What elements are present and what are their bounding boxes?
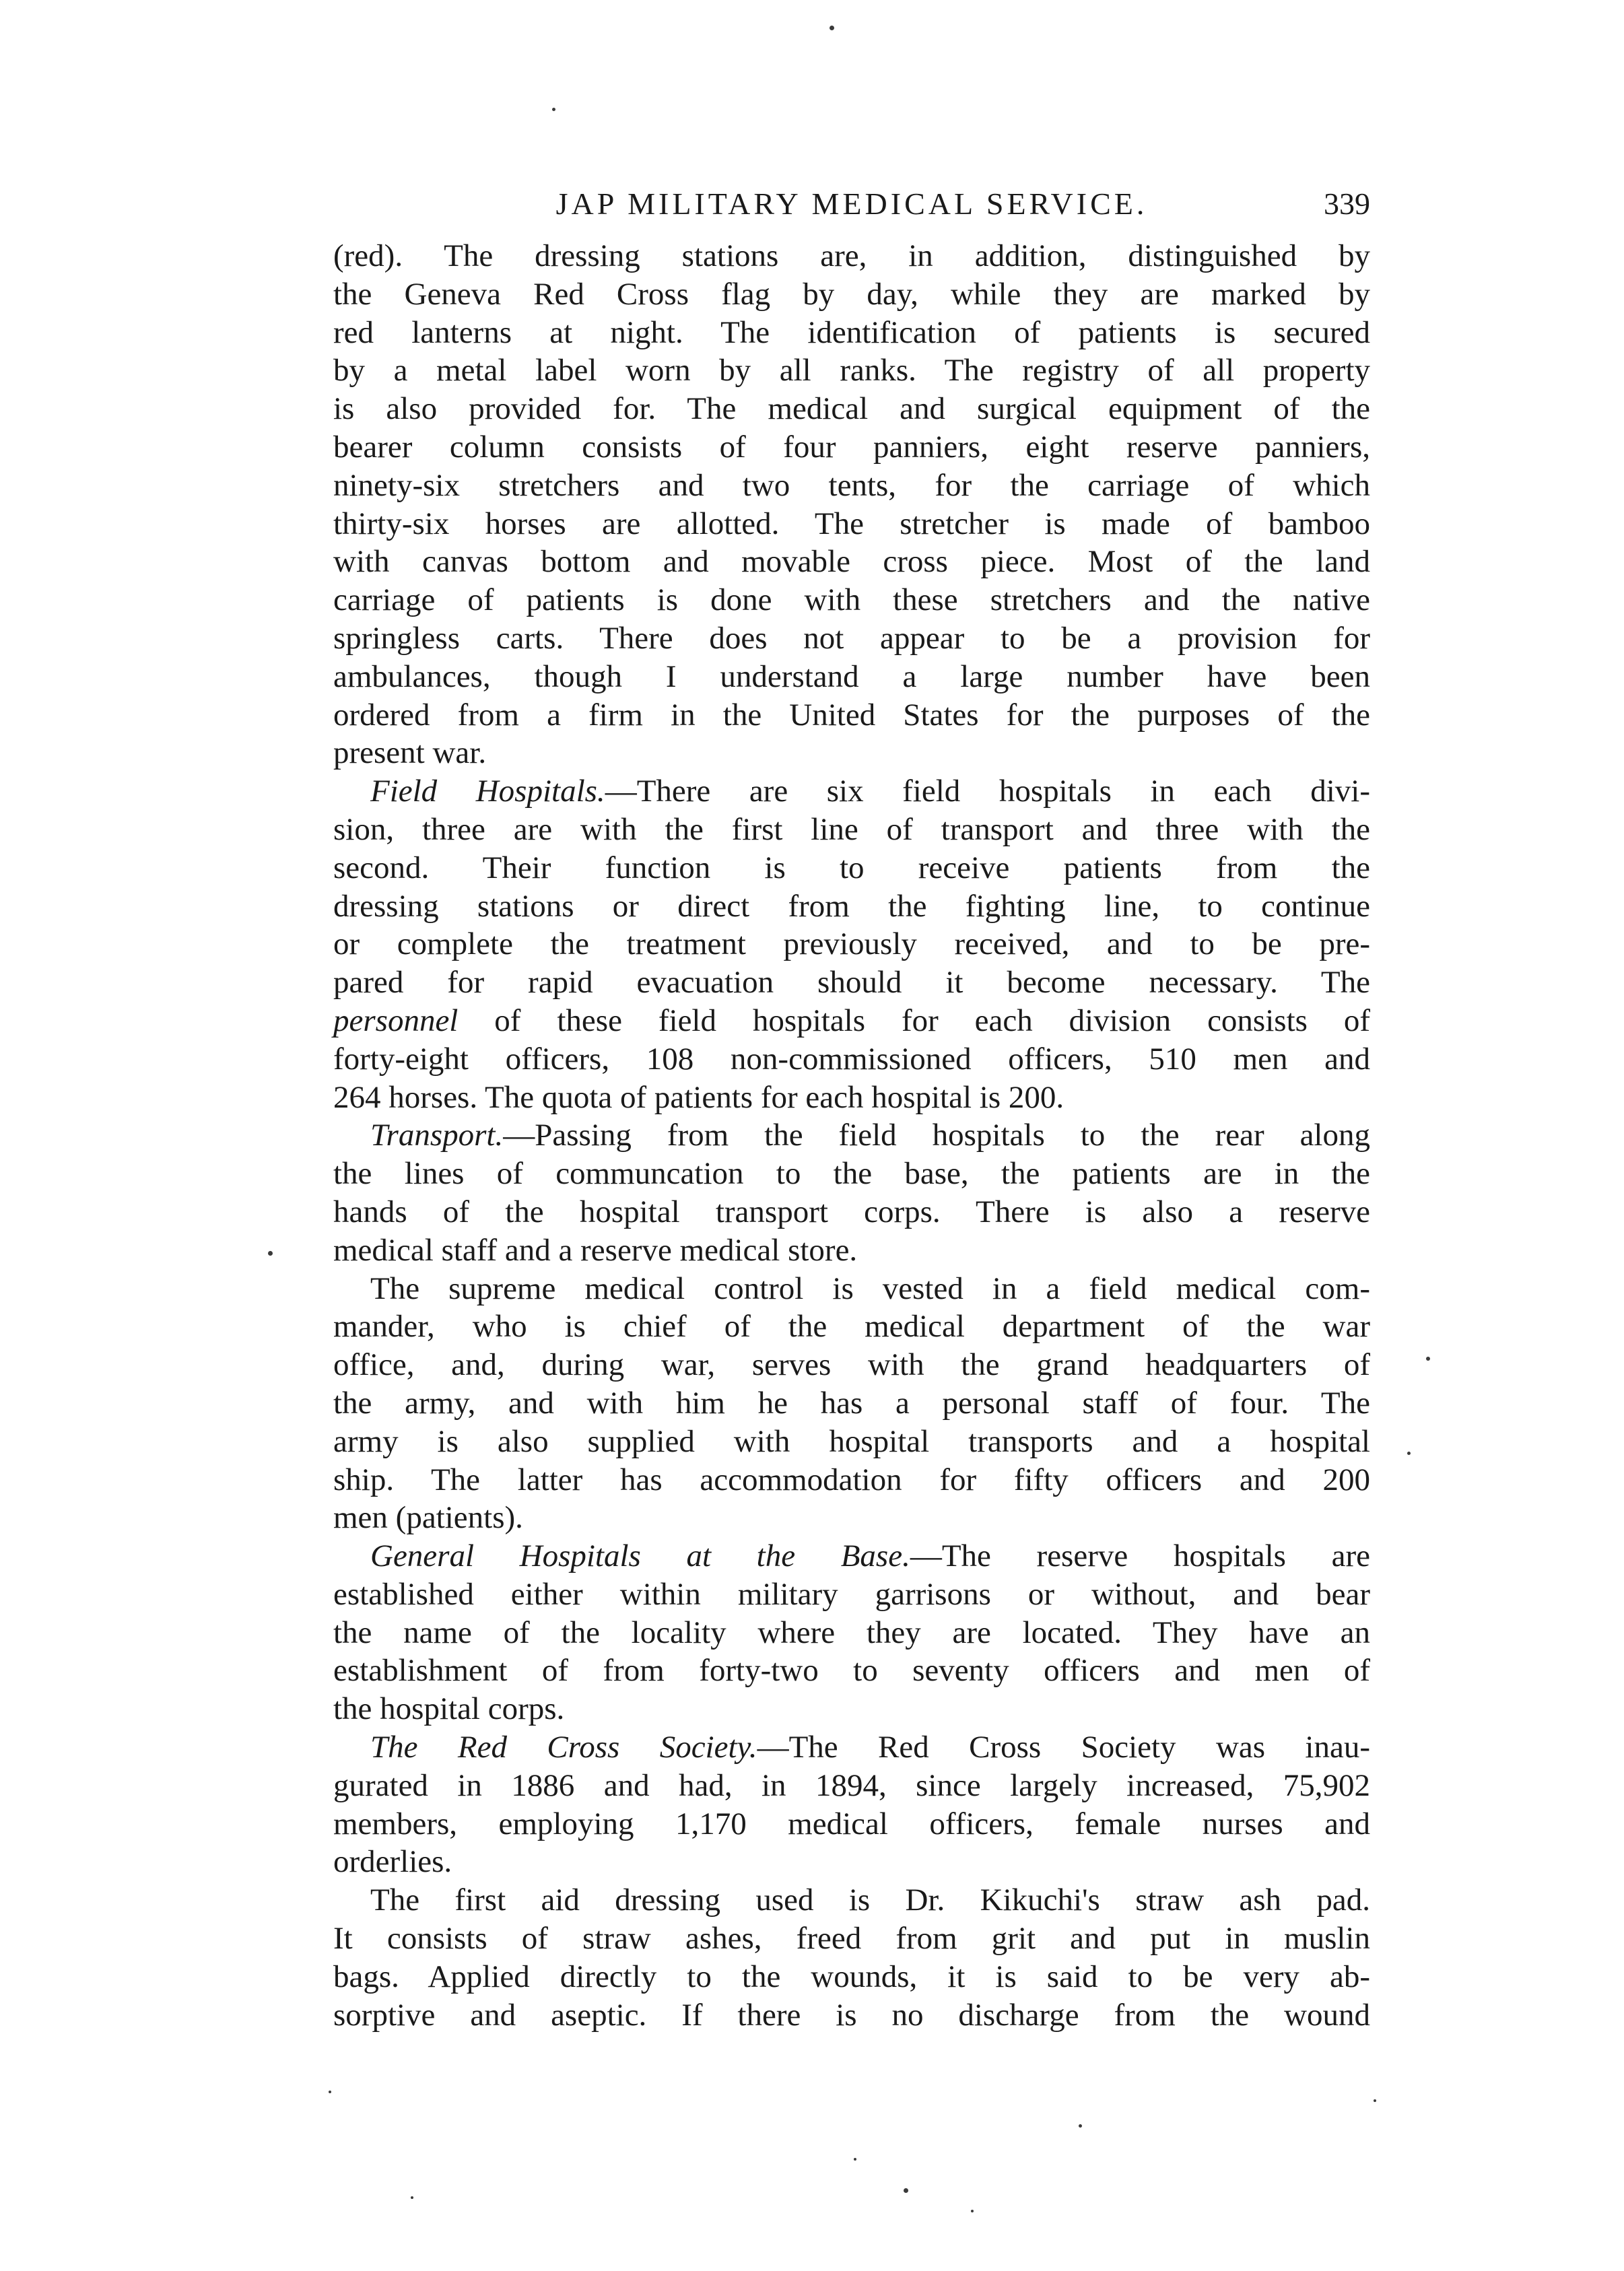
text-line: establishment of from forty-two to seventy officers and men of xyxy=(333,1653,1370,1689)
text-line: medical staff and a reserve medical store. xyxy=(333,1232,858,1268)
running-title: JAP MILITARY MEDICAL SERVICE. xyxy=(555,187,1148,221)
text-line: dressing stations or direct from the fighting line, to continue xyxy=(333,888,1370,924)
text-line: gurated in 1886 and had, in 1894, since largely increased, 75,902 xyxy=(333,1767,1370,1803)
page-number: 339 xyxy=(1324,187,1370,221)
text-run: —The Red Cross Society was inau- xyxy=(757,1730,1370,1765)
section-heading-red-cross-society: The Red Cross Society. xyxy=(370,1730,757,1765)
text-run: —There are six field hospitals in each divi- xyxy=(605,774,1370,809)
text-line: members, employing 1,170 medical officers, female nurses and xyxy=(333,1806,1370,1841)
scan-speck xyxy=(1426,1357,1430,1361)
text-line: 264 horses. The quota of patients for each hospital is 200. xyxy=(333,1079,1064,1115)
scan-speck xyxy=(854,2158,856,2161)
text-line: the army, and with him he has a personal staff of four. The xyxy=(333,1385,1370,1421)
text-line: the hospital corps. xyxy=(333,1691,565,1727)
text-line: with canvas bottom and movable cross piece. Most of the land xyxy=(333,544,1370,580)
text-line: present war. xyxy=(333,735,487,771)
text-line: ninety-six stretchers and two tents, for the carriage of which xyxy=(333,467,1370,503)
text-line: carriage of patients is done with these stretchers and the native xyxy=(333,582,1370,618)
text-line: bags. Applied directly to the wounds, it is said to be very ab- xyxy=(333,1959,1370,1994)
text-run: —The reserve hospitals are xyxy=(910,1538,1370,1574)
text-line: the lines of communcation to the base, the patients are in the xyxy=(333,1156,1370,1192)
text-line: second. Their function is to receive patients from the xyxy=(333,850,1370,885)
text-line: It consists of straw ashes, freed from grit and put in muslin xyxy=(333,1921,1370,1957)
text-line: (red). The dressing stations are, in addition, distinguished by xyxy=(333,238,1370,273)
text-line: thirty-six horses are allotted. The stretcher is made of bamboo xyxy=(333,506,1370,541)
section-heading-field-hospitals: Field Hospitals. xyxy=(370,774,605,809)
text-line: mander, who is chief of the medical department of the war xyxy=(333,1309,1370,1345)
text-line: sorptive and aseptic. If there is no discharge from the wound xyxy=(333,1997,1370,2033)
body-text xyxy=(333,237,1370,2034)
section-heading-general-hospitals: General Hospitals at the Base. xyxy=(370,1538,910,1574)
text-line: forty-eight officers, 108 non-commissioned officers, 510 men and xyxy=(333,1041,1370,1077)
scan-speck xyxy=(552,108,555,111)
text-line: by a metal label worn by all ranks. The registry of all property xyxy=(333,353,1370,388)
scan-speck xyxy=(904,2188,908,2193)
text-line: the Geneva Red Cross flag by day, while they are marked by xyxy=(333,276,1370,312)
text-line: The first aid dressing used is Dr. Kikuchi's straw ash pad. xyxy=(370,1883,1370,1918)
text-run: of these field hospitals for each division consists of xyxy=(458,1003,1370,1038)
scan-speck xyxy=(1374,2099,1376,2102)
text-line-heading xyxy=(333,1728,1370,1767)
text-line: red lanterns at night. The identification of patients is secured xyxy=(333,314,1370,350)
scan-speck xyxy=(971,2210,974,2212)
scan-speck xyxy=(268,1251,273,1256)
text-line: ambulances, though I understand a large number have been xyxy=(333,658,1370,694)
text-line: orderlies. xyxy=(333,1844,452,1880)
text-line: sion, three are with the first line of transport and three with the xyxy=(333,811,1370,847)
text-line-heading xyxy=(333,772,1370,811)
text-line: established either within military garrisons or without, and bear xyxy=(333,1576,1370,1612)
scan-speck xyxy=(411,2196,413,2199)
section-heading-transport: Transport. xyxy=(370,1118,504,1153)
text-run: —Passing from the field hospitals to the rear along xyxy=(503,1118,1370,1153)
text-line: bearer column consists of four panniers, eight reserve panniers, xyxy=(333,429,1370,465)
text-line-heading xyxy=(333,1116,1370,1155)
scan-speck xyxy=(830,26,834,30)
text-line: army is also supplied with hospital transports and a hospital xyxy=(333,1423,1370,1459)
text-line: springless carts. There does not appear to be a provision for xyxy=(333,620,1370,656)
scan-speck xyxy=(329,2091,331,2093)
text-line: ship. The latter has accommodation for fifty officers and 200 xyxy=(333,1462,1370,1497)
text-line: men (patients). xyxy=(333,1500,523,1536)
text-line: hands of the hospital transport corps. There is also a reserve xyxy=(333,1194,1370,1229)
text-line: or complete the treatment previously received, and to be pre- xyxy=(333,926,1370,962)
text-line: office, and, during war, serves with the grand headquarters of xyxy=(333,1347,1370,1383)
text-line: pared for rapid evacuation should it become necessary. The xyxy=(333,965,1370,1001)
text-line: The supreme medical control is vested in a field medical com- xyxy=(370,1270,1370,1306)
text-line: the name of the locality where they are located. They have an xyxy=(333,1615,1370,1650)
running-head xyxy=(333,180,1370,228)
text-line: is also provided for. The medical and surgical equipment of the xyxy=(333,391,1370,427)
text-line-italic-term xyxy=(333,1002,1370,1040)
text-line-heading xyxy=(333,1537,1370,1575)
scan-speck xyxy=(1079,2124,1082,2128)
text-line: ordered from a firm in the United States for the purposes of the xyxy=(333,697,1370,733)
scan-speck xyxy=(1407,1452,1411,1455)
italic-term-personnel: personnel xyxy=(333,1003,459,1038)
